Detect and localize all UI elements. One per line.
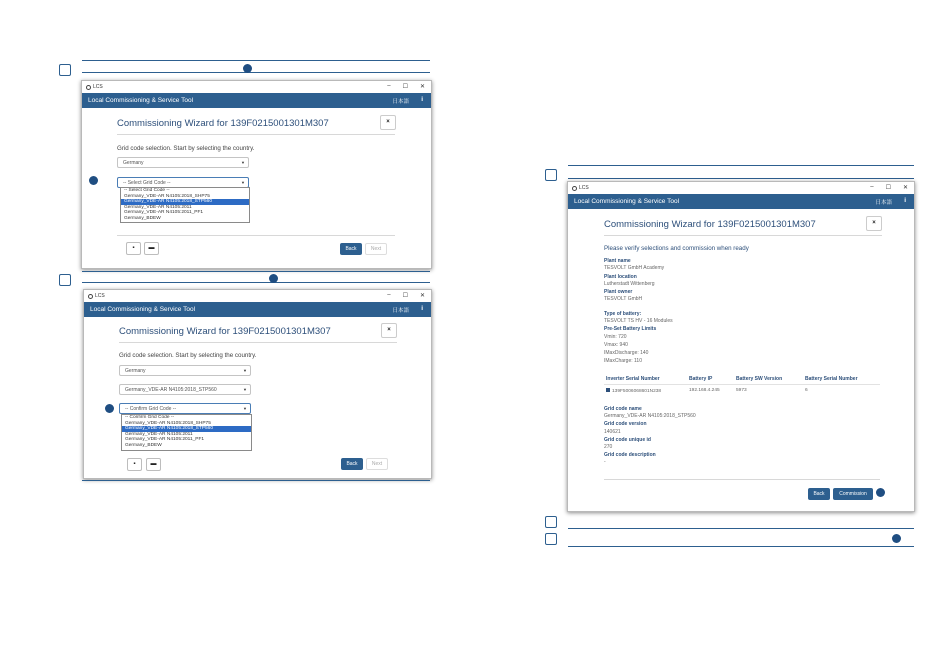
- file-icon[interactable]: ▪: [126, 242, 141, 255]
- dropdown-option[interactable]: -- Select Grid Code --: [124, 188, 170, 193]
- step-rule-5: [568, 546, 914, 547]
- grid-code-desc-label: Grid code description: [604, 452, 656, 458]
- wizard-title: Commissioning Wizard for 139F0215001301M307: [119, 326, 331, 337]
- step-checkbox-3: [545, 169, 557, 181]
- dropdown-option[interactable]: Germany_VDE-AR N4105:2011: [124, 204, 192, 210]
- vmin-value: Vmin: 720: [604, 334, 627, 340]
- dropdown-option[interactable]: Germany_VDE-AR N4105:2011_PF1: [125, 437, 205, 443]
- country-value: Germany: [125, 368, 146, 374]
- imax-discharge-value: IMaxDischarge: 140: [604, 350, 649, 356]
- caret-down-icon: ▼: [243, 387, 247, 392]
- window-titlebar: [82, 81, 431, 93]
- callout-marker-2: [105, 404, 114, 413]
- confirm-grid-code-select[interactable]: [119, 403, 251, 414]
- footer-divider: [117, 235, 395, 236]
- inverter-icon: [606, 388, 610, 392]
- app-title: Local Commissioning & Service Tool: [88, 97, 194, 104]
- lcs-window-2: [83, 289, 432, 479]
- table-row: [606, 388, 661, 394]
- battery-type-label: Type of battery:: [604, 311, 642, 317]
- verify-heading: Please verify selections and commission when ready: [604, 245, 749, 252]
- step-checkbox-4: [545, 516, 557, 528]
- file-icon[interactable]: ▪: [127, 458, 142, 471]
- dropdown-option[interactable]: Germany_VDE-AR N4105:2018_SHP75: [125, 420, 211, 426]
- language-selector[interactable]: 日本語: [392, 308, 409, 314]
- window-titlebar: [568, 182, 914, 194]
- step-checkbox-5: [545, 533, 557, 545]
- lcs-logo-icon: [86, 85, 91, 90]
- table-header-divider: [604, 384, 880, 385]
- app-short-name: LCS: [93, 84, 103, 90]
- dropdown-option[interactable]: Germany_BDEW: [124, 215, 161, 221]
- step-rule-3-bottom: [568, 178, 914, 179]
- app-title: Local Commissioning & Service Tool: [574, 198, 680, 205]
- battery-limits-label: Pre-Set Battery Limits: [604, 326, 657, 332]
- table-header-battery-ip: Battery IP: [689, 376, 713, 382]
- caret-down-icon: ▼: [243, 368, 247, 373]
- plant-owner-value: TESVOLT GmbH: [604, 296, 643, 302]
- step-rule-2-bottom: [82, 282, 430, 283]
- info-icon[interactable]: i: [421, 96, 423, 103]
- table-header-battery-serial: Battery Serial Number: [805, 376, 858, 382]
- plant-owner-label: Plant owner: [604, 289, 633, 295]
- step-rule-2-top: [82, 271, 430, 272]
- wizard-title: Commissioning Wizard for 139F0215001301M307: [117, 118, 329, 129]
- close-window-icon[interactable]: ✕: [902, 185, 908, 191]
- step-rule-2-end: [82, 480, 430, 481]
- next-button[interactable]: Next: [365, 243, 387, 255]
- lcs-logo-icon: [88, 294, 93, 299]
- minimize-icon[interactable]: –: [387, 83, 391, 89]
- dropdown-option[interactable]: Germany_VDE-AR N4105:2011: [125, 431, 193, 437]
- lcs-window-1: [81, 80, 432, 269]
- plant-location-value: Lutherstadt Wittenberg: [604, 281, 655, 287]
- imax-charge-value: IMaxCharge: 110: [604, 358, 642, 364]
- app-short-name: LCS: [95, 293, 105, 299]
- table-header-inverter-serial: Inverter Serial Number: [606, 376, 660, 382]
- grid-code-instruction: Grid code selection. Start by selecting the country.: [117, 145, 255, 152]
- app-title: Local Commissioning & Service Tool: [90, 306, 196, 313]
- step-marker-1: [243, 64, 252, 73]
- lcs-window-3: [567, 181, 915, 512]
- battery-ip-cell: 192.168.4.245: [689, 388, 720, 393]
- app-header: [84, 302, 431, 317]
- plant-name-value: TESVOLT GmbH Academy: [604, 265, 665, 271]
- table-header-battery-sw: Battery SW Version: [736, 376, 783, 382]
- grid-code-id-value: 270: [604, 444, 613, 450]
- dropdown-option-highlighted[interactable]: Germany_VDE-AR N4105:2018_STP560: [121, 199, 249, 205]
- grid-code-select-value: -- Select Grid Code --: [123, 180, 171, 186]
- step-rule-1-bottom: [82, 72, 430, 73]
- app-short-name: LCS: [579, 185, 589, 191]
- callout-marker-3: [876, 488, 885, 497]
- inverter-serial-cell: 139F5006068601N238: [612, 389, 662, 394]
- language-selector[interactable]: 日本語: [875, 200, 892, 206]
- step-checkbox-1: [59, 64, 71, 76]
- step-checkbox-2: [59, 274, 71, 286]
- grid-code-desc-value: -: [604, 459, 606, 465]
- grid-code-version-label: Grid code version: [604, 421, 647, 427]
- maximize-icon[interactable]: ☐: [402, 84, 408, 90]
- confirm-grid-code-dropdown: [121, 414, 252, 451]
- back-button[interactable]: Back: [340, 243, 362, 255]
- info-icon[interactable]: i: [421, 305, 423, 312]
- dropdown-option[interactable]: Germany_VDE-AR N4105:2011_PF1: [124, 210, 204, 216]
- country-select[interactable]: [117, 157, 249, 168]
- title-divider: [119, 342, 397, 343]
- step-marker-5: [892, 534, 901, 543]
- grid-code-id-label: Grid code unique id: [604, 437, 651, 443]
- grid-code-value: Germany_VDE-AR N4105:2018_STP560: [125, 387, 217, 393]
- battery-serial-cell: 6: [805, 388, 808, 393]
- dropdown-option[interactable]: Germany_BDEW: [125, 442, 162, 448]
- step-rule-3-top: [568, 165, 914, 166]
- window-titlebar: [84, 290, 431, 302]
- close-wizard-button[interactable]: ×: [381, 323, 397, 338]
- step-rule-4: [568, 528, 914, 529]
- grid-code-dropdown: [120, 187, 250, 223]
- plant-name-label: Plant name: [604, 258, 631, 264]
- country-select[interactable]: [119, 365, 251, 376]
- caret-down-icon: ▼: [243, 406, 247, 411]
- callout-marker-1: [89, 176, 98, 185]
- maximize-icon[interactable]: ☐: [402, 293, 408, 299]
- minimize-icon[interactable]: –: [387, 292, 391, 298]
- step-marker-2: [269, 274, 278, 283]
- close-wizard-button[interactable]: ×: [866, 216, 882, 231]
- app-header: [568, 194, 914, 209]
- grid-code-name-value: Germany_VDE-AR N4105:2018_STP560: [604, 413, 696, 419]
- next-button[interactable]: Next: [366, 458, 388, 470]
- battery-type-value: TESVOLT TS HV - 16 Modules: [604, 318, 673, 324]
- commission-button[interactable]: Commission: [833, 488, 873, 500]
- dropdown-option[interactable]: -- Confirm Grid Code --: [125, 415, 175, 420]
- maximize-icon[interactable]: ☐: [885, 185, 891, 191]
- grid-code-instruction: Grid code selection. Start by selecting the country.: [119, 352, 257, 359]
- battery-sw-cell: 5973: [736, 388, 747, 393]
- caret-down-icon: ▼: [241, 180, 245, 185]
- grid-code-select[interactable]: [119, 384, 251, 395]
- country-value: Germany: [123, 160, 144, 166]
- folder-icon[interactable]: ▬: [144, 242, 159, 255]
- language-selector[interactable]: 日本語: [392, 99, 409, 105]
- close-wizard-button[interactable]: ×: [380, 115, 396, 130]
- dropdown-option[interactable]: Germany_VDE-AR N4105:2018_SHP75: [124, 193, 210, 199]
- step-rule-1-top: [82, 60, 430, 61]
- back-button[interactable]: Back: [808, 488, 830, 500]
- dropdown-option-highlighted[interactable]: Germany_VDE-AR N4105:2018_STP560: [122, 426, 251, 432]
- footer-divider: [604, 479, 880, 480]
- back-button[interactable]: Back: [341, 458, 363, 470]
- confirm-select-value: -- Confirm Grid Code --: [125, 406, 177, 412]
- grid-code-name-label: Grid code name: [604, 406, 642, 412]
- close-window-icon[interactable]: ✕: [419, 293, 425, 299]
- wizard-title: Commissioning Wizard for 139F0215001301M307: [604, 219, 816, 230]
- info-icon[interactable]: i: [904, 197, 906, 204]
- minimize-icon[interactable]: –: [870, 184, 874, 190]
- title-divider: [604, 235, 882, 236]
- folder-icon[interactable]: ▬: [146, 458, 161, 471]
- title-divider: [117, 134, 395, 135]
- close-window-icon[interactable]: ✕: [419, 84, 425, 90]
- grid-code-version-value: 140621: [604, 429, 621, 435]
- vmax-value: Vmax: 940: [604, 342, 628, 348]
- app-header: [82, 93, 431, 108]
- lcs-logo-icon: [572, 186, 577, 191]
- caret-down-icon: ▼: [241, 160, 245, 165]
- plant-location-label: Plant location: [604, 274, 637, 280]
